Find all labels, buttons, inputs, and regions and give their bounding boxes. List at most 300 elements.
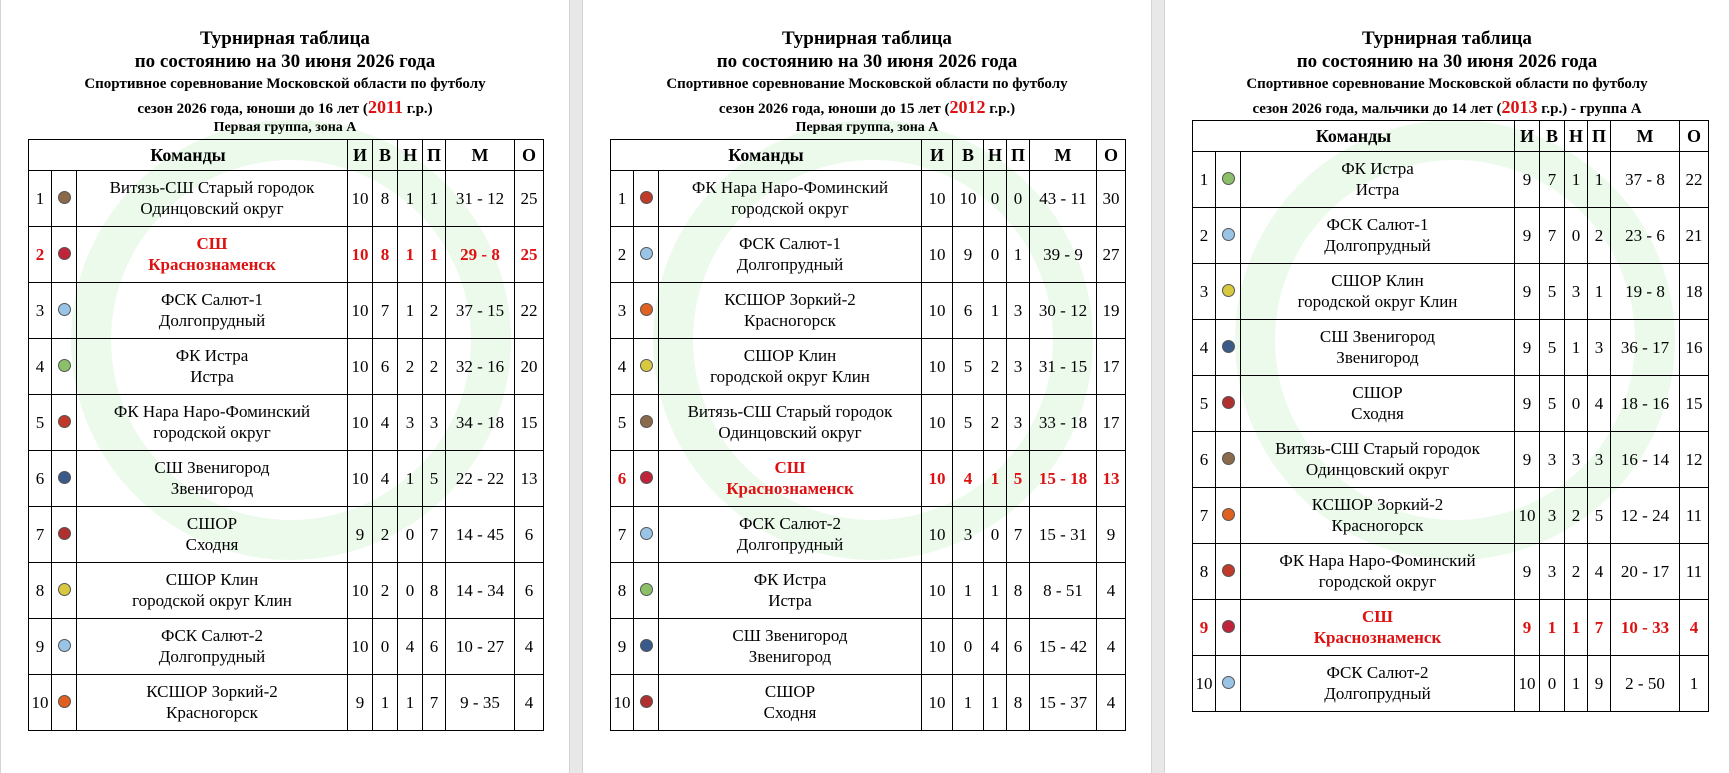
team-name: КСШОР Зоркий-2	[724, 290, 856, 310]
draws-cell: 0	[1565, 208, 1588, 264]
team-name: ФК Нара Наро-Фоминский	[691, 178, 889, 198]
club-logo-icon	[1222, 396, 1235, 409]
losses-cell: 8	[1007, 563, 1030, 619]
draws-cell: 0	[984, 227, 1007, 283]
losses-cell: 9	[1588, 656, 1611, 712]
points-cell: 16	[1680, 320, 1709, 376]
table-row	[611, 563, 1126, 619]
team-location: Сходня	[763, 702, 817, 722]
table-title: Турнирная таблица	[200, 28, 370, 49]
col-wins: В	[953, 140, 984, 171]
losses-cell: 2	[423, 339, 446, 395]
team-location: Красногорск	[744, 310, 836, 330]
games-cell: 10	[1515, 656, 1540, 712]
losses-cell: 7	[1007, 507, 1030, 563]
team-name: СШ Звенигород	[1319, 327, 1436, 347]
team-location: Красногорск	[1331, 515, 1424, 535]
team-name: СШ Звенигород	[154, 458, 270, 478]
wins-cell: 3	[953, 507, 984, 563]
team-name: ФСК Салют-2	[739, 514, 841, 534]
team-location: Одинцовский округ	[718, 422, 862, 442]
losses-cell: 3	[1588, 432, 1611, 488]
col-goals: М	[1030, 140, 1097, 171]
club-logo-icon	[58, 359, 71, 372]
team-name: СШОР Клин	[743, 346, 837, 366]
points-cell: 11	[1680, 544, 1709, 600]
games-cell: 10	[922, 395, 953, 451]
losses-cell: 0	[1007, 171, 1030, 227]
club-logo-cell	[1216, 488, 1241, 544]
team-name-cell	[77, 507, 348, 563]
col-losses: П	[423, 140, 446, 171]
games-cell: 9	[1515, 544, 1540, 600]
draws-cell: 1	[1565, 600, 1588, 656]
draws-cell: 3	[1565, 432, 1588, 488]
draws-cell: 1	[984, 283, 1007, 339]
goals-cell: 8 - 51	[1030, 563, 1097, 619]
table-row	[611, 451, 1126, 507]
goals-cell: 15 - 42	[1030, 619, 1097, 675]
points-cell: 6	[515, 507, 544, 563]
position-cell: 5	[611, 395, 634, 451]
wins-cell: 2	[373, 507, 398, 563]
club-logo-cell	[52, 675, 77, 731]
draws-cell: 2	[1565, 488, 1588, 544]
draws-cell: 1	[984, 451, 1007, 507]
team-name-cell	[659, 619, 922, 675]
team-name-cell	[1241, 208, 1515, 264]
position-cell: 5	[1193, 376, 1216, 432]
table-date: по состоянию на 30 июня 2026 года	[134, 51, 436, 72]
birth-year: 2013	[1501, 97, 1538, 117]
team-name-cell	[659, 339, 922, 395]
club-logo-icon	[1222, 676, 1235, 689]
goals-cell: 15 - 37	[1030, 675, 1097, 731]
season-line: сезон 2026 года, юноши до 15 лет (2012 г.р.)	[718, 97, 1016, 117]
team-name-cell	[659, 507, 922, 563]
table-row	[29, 283, 544, 339]
table-row	[1193, 600, 1709, 656]
goals-cell: 31 - 12	[446, 171, 515, 227]
table-date: по состоянию на 30 июня 2026 года	[716, 51, 1018, 72]
position-cell: 9	[1193, 600, 1216, 656]
team-location: городской округ	[1318, 571, 1437, 591]
table-row	[29, 339, 544, 395]
draws-cell: 0	[398, 563, 423, 619]
team-location: Звенигород	[1336, 347, 1419, 367]
club-logo-cell	[1216, 208, 1241, 264]
club-logo-cell	[634, 451, 659, 507]
team-name-cell	[77, 171, 348, 227]
games-cell: 9	[1515, 152, 1540, 208]
col-losses: П	[1007, 140, 1030, 171]
games-cell: 10	[922, 339, 953, 395]
club-logo-cell	[52, 563, 77, 619]
draws-cell: 2	[398, 339, 423, 395]
team-name: Витязь-СШ Старый городок	[687, 402, 893, 422]
team-name-cell	[1241, 600, 1515, 656]
team-location: Звенигород	[748, 646, 832, 666]
losses-cell: 6	[1007, 619, 1030, 675]
losses-cell: 4	[1588, 376, 1611, 432]
table-row	[1193, 152, 1709, 208]
wins-cell: 8	[373, 171, 398, 227]
team-name-cell	[659, 563, 922, 619]
standings-page-1	[0, 0, 570, 773]
draws-cell: 1	[1565, 656, 1588, 712]
team-name: СШОР	[764, 682, 816, 702]
team-name: ФСК Салют-2	[1326, 663, 1429, 683]
club-logo-cell	[1216, 600, 1241, 656]
losses-cell: 2	[1588, 208, 1611, 264]
games-cell: 10	[922, 619, 953, 675]
goals-cell: 12 - 24	[1611, 488, 1680, 544]
position-cell: 10	[29, 675, 52, 731]
season-line: сезон 2026 года, юноши до 16 лет (2011 г.р.)	[137, 97, 433, 117]
team-name-cell	[77, 395, 348, 451]
birth-year: 2012	[949, 97, 986, 117]
club-logo-icon	[1222, 564, 1235, 577]
team-name-cell	[1241, 432, 1515, 488]
team-name: Витязь-СШ Старый городок	[1275, 439, 1480, 459]
col-games: И	[922, 140, 953, 171]
table-row	[611, 395, 1126, 451]
club-logo-icon	[640, 639, 653, 652]
draws-cell: 1	[398, 227, 423, 283]
goals-cell: 15 - 31	[1030, 507, 1097, 563]
team-name-cell	[77, 283, 348, 339]
club-logo-icon	[640, 415, 653, 428]
club-logo-icon	[640, 527, 653, 540]
wins-cell: 1	[953, 675, 984, 731]
draws-cell: 2	[984, 339, 1007, 395]
team-name: СШ Звенигород	[732, 626, 848, 646]
games-cell: 10	[922, 507, 953, 563]
wins-cell: 6	[953, 283, 984, 339]
draws-cell: 0	[1565, 376, 1588, 432]
goals-cell: 9 - 35	[446, 675, 515, 731]
draws-cell: 0	[984, 507, 1007, 563]
draws-cell: 2	[984, 395, 1007, 451]
wins-cell: 0	[373, 619, 398, 675]
wins-cell: 9	[953, 227, 984, 283]
position-cell: 6	[611, 451, 634, 507]
points-cell: 13	[515, 451, 544, 507]
points-cell: 4	[1097, 675, 1126, 731]
position-cell: 3	[1193, 264, 1216, 320]
goals-cell: 39 - 9	[1030, 227, 1097, 283]
team-location: Долгопрудный	[158, 310, 266, 330]
group-name: Первая группа, зона А	[795, 120, 939, 135]
position-cell: 2	[29, 227, 52, 283]
goals-cell: 19 - 8	[1611, 264, 1680, 320]
competition-name: Спортивное соревнование Московской области по футболу	[666, 76, 1068, 92]
club-logo-cell	[634, 619, 659, 675]
team-name: СШ	[774, 458, 806, 478]
team-name: КСШОР Зоркий-2	[1311, 495, 1444, 515]
col-wins: В	[1540, 121, 1565, 152]
team-name: СШОР	[1352, 383, 1403, 403]
goals-cell: 18 - 16	[1611, 376, 1680, 432]
club-logo-cell	[634, 171, 659, 227]
draws-cell: 1	[1565, 320, 1588, 376]
position-cell: 10	[611, 675, 634, 731]
position-cell: 8	[1193, 544, 1216, 600]
position-cell: 7	[1193, 488, 1216, 544]
table-row	[29, 507, 544, 563]
draws-cell: 0	[398, 507, 423, 563]
points-cell: 1	[1680, 656, 1709, 712]
points-cell: 15	[1680, 376, 1709, 432]
position-cell: 3	[29, 283, 52, 339]
team-location: Истра	[190, 366, 234, 386]
competition-name: Спортивное соревнование Московской области по футболу	[1246, 76, 1648, 92]
table-row	[1193, 376, 1709, 432]
position-cell: 1	[29, 171, 52, 227]
wins-cell: 2	[373, 563, 398, 619]
team-name-cell	[77, 619, 348, 675]
points-cell: 17	[1097, 395, 1126, 451]
team-location: Красногорск	[166, 702, 258, 722]
col-teams: Команды	[29, 140, 348, 171]
col-wins: В	[373, 140, 398, 171]
games-cell: 10	[348, 227, 373, 283]
team-name-cell	[1241, 488, 1515, 544]
position-cell: 1	[1193, 152, 1216, 208]
wins-cell: 5	[1540, 320, 1565, 376]
wins-cell: 3	[1540, 432, 1565, 488]
position-cell: 7	[29, 507, 52, 563]
draws-cell: 2	[1565, 544, 1588, 600]
position-cell: 2	[611, 227, 634, 283]
games-cell: 9	[348, 675, 373, 731]
team-location: Краснознаменск	[726, 478, 854, 498]
wins-cell: 4	[373, 451, 398, 507]
table-row	[1193, 320, 1709, 376]
table-title: Турнирная таблица	[782, 28, 952, 49]
club-logo-cell	[52, 171, 77, 227]
wins-cell: 1	[373, 675, 398, 731]
games-cell: 9	[1515, 432, 1540, 488]
table-row	[29, 227, 544, 283]
games-cell: 10	[922, 227, 953, 283]
points-cell: 4	[515, 675, 544, 731]
losses-cell: 8	[1007, 675, 1030, 731]
losses-cell: 1	[1007, 227, 1030, 283]
club-logo-cell	[52, 619, 77, 675]
team-location: городской округ	[731, 198, 849, 218]
goals-cell: 31 - 15	[1030, 339, 1097, 395]
table-row	[29, 171, 544, 227]
team-location: Долгопрудный	[736, 254, 844, 274]
table-row	[29, 619, 544, 675]
points-cell: 19	[1097, 283, 1126, 339]
team-location: Краснознаменск	[1313, 627, 1442, 647]
position-cell: 7	[611, 507, 634, 563]
goals-cell: 32 - 16	[446, 339, 515, 395]
draws-cell: 1	[1565, 152, 1588, 208]
games-cell: 10	[348, 451, 373, 507]
position-cell: 4	[29, 339, 52, 395]
team-location: городской округ Клин	[710, 366, 870, 386]
losses-cell: 3	[1007, 339, 1030, 395]
goals-cell: 10 - 27	[446, 619, 515, 675]
goals-cell: 29 - 8	[446, 227, 515, 283]
draws-cell: 1	[984, 675, 1007, 731]
club-logo-cell	[634, 339, 659, 395]
club-logo-cell	[1216, 376, 1241, 432]
col-losses: П	[1588, 121, 1611, 152]
club-logo-cell	[52, 339, 77, 395]
games-cell: 10	[348, 563, 373, 619]
position-cell: 5	[29, 395, 52, 451]
club-logo-cell	[52, 395, 77, 451]
points-cell: 4	[1097, 563, 1126, 619]
draws-cell: 3	[1565, 264, 1588, 320]
losses-cell: 7	[423, 507, 446, 563]
table-row	[29, 675, 544, 731]
club-logo-cell	[1216, 656, 1241, 712]
wins-cell: 7	[1540, 208, 1565, 264]
wins-cell: 7	[373, 283, 398, 339]
team-name-cell	[77, 227, 348, 283]
table-row	[611, 507, 1126, 563]
team-name: ФСК Салют-1	[161, 290, 263, 310]
games-cell: 10	[348, 395, 373, 451]
points-cell: 25	[515, 171, 544, 227]
header-row	[29, 140, 544, 171]
club-logo-cell	[1216, 432, 1241, 488]
team-name-cell	[659, 227, 922, 283]
position-cell: 9	[29, 619, 52, 675]
goals-cell: 23 - 6	[1611, 208, 1680, 264]
team-location: Долгопрудный	[1324, 235, 1431, 255]
col-teams: Команды	[1193, 121, 1515, 152]
club-logo-icon	[640, 191, 653, 204]
losses-cell: 3	[1007, 395, 1030, 451]
club-logo-icon	[58, 695, 71, 708]
team-name: ФСК Салют-2	[161, 626, 263, 646]
wins-cell: 10	[953, 171, 984, 227]
club-logo-icon	[1222, 284, 1235, 297]
club-logo-cell	[52, 283, 77, 339]
table-row	[1193, 488, 1709, 544]
games-cell: 10	[348, 619, 373, 675]
games-cell: 9	[1515, 376, 1540, 432]
team-location: городской округ	[153, 422, 271, 442]
col-goals: М	[446, 140, 515, 171]
standings-page-3	[1164, 0, 1730, 773]
team-name-cell	[1241, 544, 1515, 600]
draws-cell: 1	[984, 563, 1007, 619]
goals-cell: 10 - 33	[1611, 600, 1680, 656]
team-name-cell	[1241, 152, 1515, 208]
points-cell: 6	[515, 563, 544, 619]
points-cell: 20	[515, 339, 544, 395]
table-title: Турнирная таблица	[1362, 28, 1532, 49]
goals-cell: 22 - 22	[446, 451, 515, 507]
club-logo-icon	[1222, 620, 1235, 633]
club-logo-cell	[634, 675, 659, 731]
draws-cell: 1	[398, 171, 423, 227]
points-cell: 22	[1680, 152, 1709, 208]
losses-cell: 2	[423, 283, 446, 339]
club-logo-icon	[1222, 228, 1235, 241]
club-logo-cell	[52, 507, 77, 563]
losses-cell: 1	[1588, 264, 1611, 320]
team-name: СШОР Клин	[165, 570, 259, 590]
draws-cell: 0	[984, 171, 1007, 227]
team-name-cell	[659, 171, 922, 227]
club-logo-icon	[58, 303, 71, 316]
losses-cell: 5	[1007, 451, 1030, 507]
table-row	[1193, 544, 1709, 600]
wins-cell: 5	[1540, 264, 1565, 320]
games-cell: 10	[348, 283, 373, 339]
team-name-cell	[1241, 264, 1515, 320]
position-cell: 8	[611, 563, 634, 619]
col-teams: Команды	[611, 140, 922, 171]
games-cell: 10	[348, 171, 373, 227]
wins-cell: 0	[1540, 656, 1565, 712]
team-location: городской округ Клин	[132, 590, 292, 610]
club-logo-icon	[640, 359, 653, 372]
losses-cell: 3	[423, 395, 446, 451]
wins-cell: 1	[953, 563, 984, 619]
col-goals: М	[1611, 121, 1680, 152]
table-row	[29, 395, 544, 451]
wins-cell: 3	[1540, 488, 1565, 544]
points-cell: 13	[1097, 451, 1126, 507]
games-cell: 9	[1515, 264, 1540, 320]
team-name: ФСК Салют-1	[1326, 215, 1429, 235]
goals-cell: 14 - 45	[446, 507, 515, 563]
goals-cell: 43 - 11	[1030, 171, 1097, 227]
header-row	[1193, 121, 1709, 152]
club-logo-icon	[58, 527, 71, 540]
position-cell: 9	[611, 619, 634, 675]
club-logo-cell	[1216, 152, 1241, 208]
games-cell: 9	[348, 507, 373, 563]
table-row	[1193, 264, 1709, 320]
draws-cell: 4	[398, 619, 423, 675]
col-draws: Н	[1565, 121, 1588, 152]
team-name-cell	[77, 339, 348, 395]
birth-year: 2011	[367, 97, 403, 117]
standings-table	[28, 139, 544, 731]
table-row	[611, 675, 1126, 731]
points-cell: 18	[1680, 264, 1709, 320]
games-cell: 10	[348, 339, 373, 395]
games-cell: 10	[1515, 488, 1540, 544]
table-row	[611, 619, 1126, 675]
table-row	[611, 171, 1126, 227]
position-cell: 2	[1193, 208, 1216, 264]
points-cell: 4	[1680, 600, 1709, 656]
losses-cell: 1	[1588, 152, 1611, 208]
losses-cell: 3	[1588, 320, 1611, 376]
games-cell: 10	[922, 451, 953, 507]
draws-cell: 1	[398, 451, 423, 507]
wins-cell: 4	[373, 395, 398, 451]
club-logo-icon	[640, 471, 653, 484]
goals-cell: 37 - 15	[446, 283, 515, 339]
col-points: О	[1097, 140, 1126, 171]
points-cell: 4	[1097, 619, 1126, 675]
team-name-cell	[77, 563, 348, 619]
points-cell: 27	[1097, 227, 1126, 283]
points-cell: 12	[1680, 432, 1709, 488]
